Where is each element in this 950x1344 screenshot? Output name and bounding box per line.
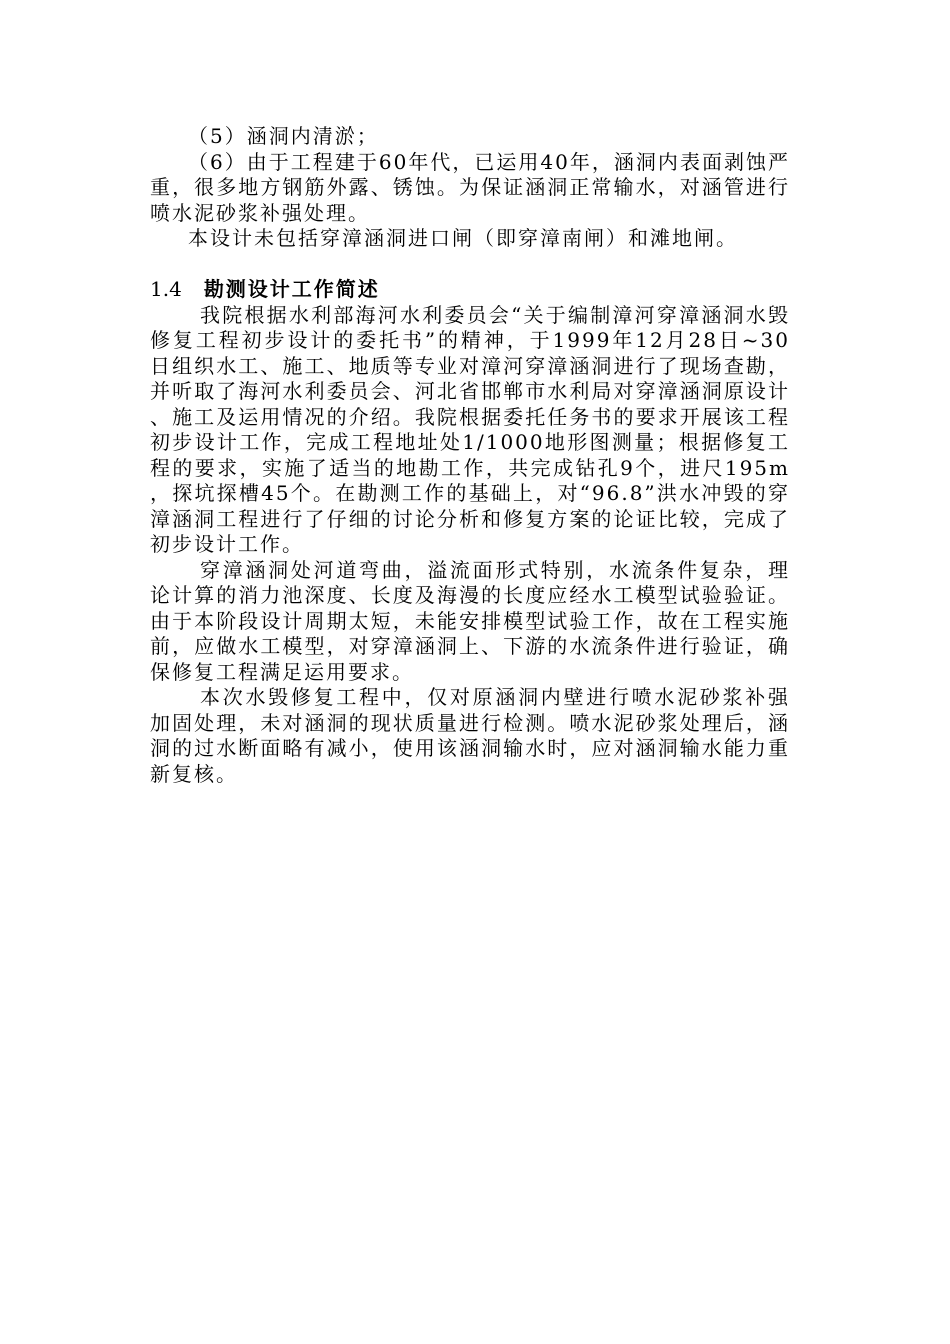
section-number: 1.4 [150, 277, 182, 301]
list-item-5: （5）涵洞内清淤； [188, 124, 379, 148]
survey-paragraph: 我院根据水利部海河水利委员会“关于编制漳河穿漳涵洞水毁修复工程初步设计的委托书”的精神，于1999年12月28日~30日组织水工、施工、地质等专业对漳河穿漳涵洞进行了现场查勘，并听取了海河水利委员会、河北省邯郸市水利局对穿漳涵洞原设计、施工及运用情况的介绍。我院根据委托任务书的要求开展该工程初步设计工作，完成工程地址处1/1000地形图测量；根据修复工程的要求，实施了适当的地勘工作，共完成钻孔9个，进尺195m，探坑探槽45个。在勘测工作的基础上，对“96.8”洪水冲毁的穿漳涵洞工程进行了仔细的讨论分析和修复方案的论证比较，完成了初步设计工作。 [150, 302, 790, 556]
section-title: 勘测设计工作简述 [203, 277, 380, 301]
repair-note-paragraph: 本次水毁修复工程中，仅对原涵洞内壁进行喷水泥砂浆补强加固处理，未对涵洞的现状质量进行检测。喷水泥砂浆处理后，涵洞的过水断面略有减小，使用该涵洞输水时，应对涵洞输水能力重新复核。 [150, 685, 790, 786]
scope-note-paragraph: 本设计未包括穿漳涵洞进口闸（即穿漳南闸）和滩地闸。 [188, 226, 738, 250]
document-body [150, 124, 790, 787]
model-test-paragraph: 穿漳涵洞处河道弯曲，溢流面形式特别，水流条件复杂，理论计算的消力池深度、长度及海漫的长度应经水工模型试验验证。由于本阶段设计周期太短，未能安排模型试验工作，故在工程实施前，应做水工模型，对穿漳涵洞上、下游的水流条件进行验证，确保修复工程满足运用要求。 [150, 557, 790, 684]
list-item-6: （6）由于工程建于60年代，已运用40年，涵洞内表面剥蚀严重，很多地方钢筋外露、锈蚀。为保证涵洞正常输水，对涵管进行喷水泥砂浆补强处理。 [150, 149, 790, 225]
section-spacer [150, 252, 790, 278]
section-heading [150, 277, 790, 303]
